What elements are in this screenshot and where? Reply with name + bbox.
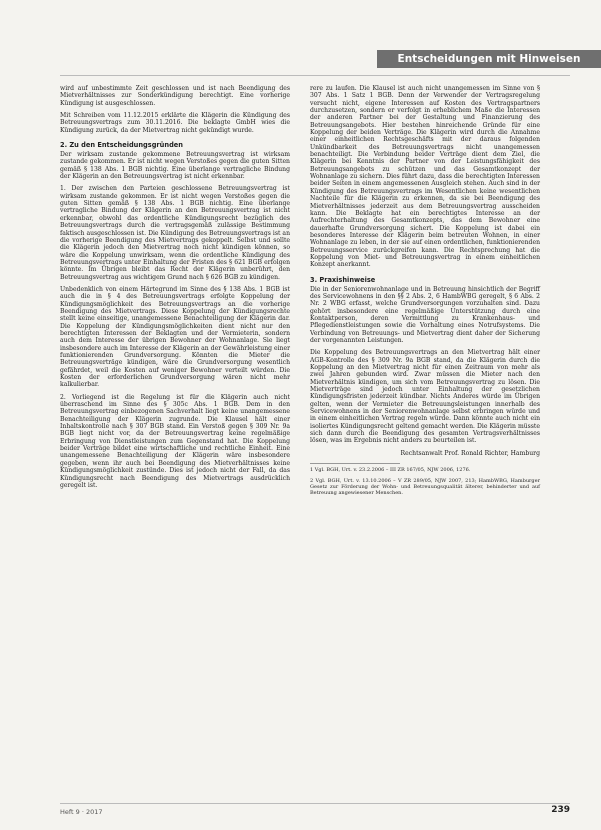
page-number: 239 <box>551 805 570 815</box>
paragraph: wird auf unbestimmte Zeit geschlossen und ist nach Beendigung des Mietverhältnisses zur Sonderkündigung berechtigt. Eine vorherige Kündigung ist ausgeschlossen. <box>60 85 290 107</box>
footnote-divider <box>310 463 400 464</box>
paragraph: Die Koppelung des Betreuungsvertrags an den Mietvertrag hält einer AGB-Kontrolle des § 309 Nr. 9a BGB stand, da die Klägerin durch die Koppelung an den Mietvertrag nicht für einen Zeitraum von mehr als zwei Jahren gebunden wird. Zwar müssen die Mieter nach den Mietverhältnis kündigen, um sich vom Betreuungsvertrag zu lösen. Die Mietverträge sind jedoch unter Einhaltung der gesetzlichen Kündigungsfristen jederzeit kündbar. Nichts Anderes würde im Übrigen gelten, wenn der Vermieter die Betreuungsleistungen innerhalb des Servicewohnens in der Seniorenwohnanlage selbst erbringen würde und in einem einheitlichen Vertrag regeln würde. Dann könnte auch nicht ein isoliertes Kündigungsrecht geltend gemacht werden. Die Klägerin müsste sich dann durch die Beendigung des gesamten Vertragsverhältnisses lösen, was im Ergebnis nicht anders zu beurteilen ist. <box>310 349 540 445</box>
paragraph: 2. Vorliegend ist die Regelung ist für die Klägerin auch nicht überraschend im Sinne des § 305c Abs. 1 BGB. Dem in den Betreuungsvertrag einbezogenen Sachverhalt liegt keine unangemessene Benachteiligung der Klägerin zugrunde. Die Klausel hält einer Inhaltskontrolle nach § 307 BGB stand. Ein Verstoß gegen § 309 Nr. 9a BGB liegt nicht vor, da der Betreuungsvertrag keine regelmäßige Erbringung von Dienstleistungen zum Gegenstand hat. Die Koppelung beider Verträge bildet eine wirtschaftliche und rechtliche Einheit. Eine unangemessene Benachteiligung der Klägerin wäre insbesondere gegeben, wenn ihr auch bei Beendigung des Mietverhältnisses keine Kündigungsmöglichkeit zustünde. Dies ist jedoch nicht der Fall, da das Kündigungsrecht nach Beendigung des Mietvertrags ausdrücklich geregelt ist. <box>60 393 290 489</box>
section-heading: 3. Praxishinweise <box>310 275 376 284</box>
paragraph: 1. Der zwischen den Parteien geschlossene Betreuungsvertrag ist wirksam zustande gekommen. Er ist nicht wegen Verstoßes gegen die guten Sitten gemäß § 138 Abs. 1 BGB nichtig. Eine überlange vertragliche Bindung der Klägerin an den Betreuungsvertrag ist nicht erkennbar, obwohl das ordentliche Kündigungsrecht bezüglich des Betreuungsvertrags durch die vertragsgemäß zulässige Bestimmung faktisch ausgeschlossen ist. Die Kündigung des Betreuungsvertrags ist an die vorherige Beendigung des Mietvertrags gekoppelt. Selbst und sollte die Klägerin jedoch den Mietvertrag noch nicht kündigen können, so wäre die Koppelung unwirksam, wenn die ordentliche Kündigung des Betreuungsvertrags unter Einhaltung der Fristen des § 621 BGB erfolgen könnte. Im Übrigen bleibt das Recht der Klägerin unberührt, den Betreuungsvertrag aus wichtigem Grund nach § 626 BGB zu kündigen. <box>60 185 290 281</box>
paragraph: Mit Schreiben vom 11.12.2015 erklärte die Klägerin die Kündigung des Betreuungsvertrags zum 30.11.2016. Die beklagte GmbH wies die Kündigung zurück, da der Mietvertrag nicht gekündigt wurde. <box>60 112 290 134</box>
header-divider <box>60 75 570 76</box>
paragraph: Unbedenklich von einem Härtegrund im Sinne des § 138 Abs. 1 BGB ist auch die in § 4 des Betreuungsvertrags erfolgte Koppelung der Kündigungsmöglichkeit des Betreuungsvertrags an die vorherige Beendigung des Mietvertrags. Diese Koppelung der Kündigungsrechte stellt keine einseitige, unangemessene Benachteiligung der Klägerin dar. Die Koppelung der Kündigungsmöglichkeiten dient nicht nur den berechtigten Interessen der Beklagten und der Vermieterin, sondern auch dem Interesse der übrigen Bewohner der Wohnanlage. Sie liegt insbesondere auch im Interesse der Klägerin an der Gewährleistung einer funktionierenden Grundversorgung. Könnten die Mieter die Betreuungsverträge kündigen, wäre die Grundversorgung wesentlich gefährdet, weil die Kosten auf weniger Bewohner verteilt würden. Die Kosten der erforderlichen Grundversorgung wären nicht mehr kalkulierbar. <box>60 285 290 389</box>
footnote: 1 Vgl. BGH, Urt. v. 23.2.2006 – III ZR 167/05, NJW 2006, 1276. <box>310 467 471 474</box>
footnote: 2 Vgl. BGH, Urt. v. 13.10.2006 – V ZR 289/05, NJW 2007, 213; HambWBG, Hamburger Gesetz zur Förderung der Wohn- und Betreuungsqualität älterer, behinderter und auf Betreuung angewiesener Menschen. <box>310 478 540 497</box>
footer-divider <box>60 803 570 804</box>
section-header: Entscheidungen mit Hinweisen <box>377 50 601 68</box>
left-column <box>60 85 290 494</box>
paragraph: rere zu laufen. Die Klausel ist auch nicht unangemessen im Sinne von § 307 Abs. 1 Satz 1 BGB. Denn der Verwender der Vertragsregelung versucht nicht, eigene Interessen auf Kosten des Vertragspartners durchzusetzen, sondern er verfolgt in erheblichem Maße die Interessen der anderen Partner bei der Gestaltung und Finanzierung des Betreuungsangebots. Hier bestehen hinreichende Gründe für eine Koppelung der beiden Verträge. Die Klägerin wird durch die Annahme einer einheitlichen Rechtsgeschäfts mit der daraus folgenden Unkündbarkeit des Betreuungsvertrags nicht unangemessen benachteiligt. Die Verbindung beider Verträge dient dem Ziel, die Klägerin bei Kenntnis der Partner von der Leistungsfähigkeit des Betreuungsangebots zu schützen und das Gesamtkonzept der Wohnanlage zu sichern. Dies führt dazu, dass die berechtigten Interessen beider Seiten in einem angemessenen Ausgleich stehen. Auch sind in der Kündigung des Betreuungsvertrags im Wesentlichen keine wesentlichen Nachteile für die Klägerin zu erkennen, da sie bei Beendigung des Mietverhältnisses jederzeit aus dem Betreuungsvertrag ausscheiden kann. Die Beklagte hat ein berechtigtes Interesse an der Aufrechterhaltung des Gesamtkonzepts, das dem Bewohner eine dauerhafte Grundversorgung sichert. Die Koppelung ist dabei ein besonderes Interesse der Klägerin beim betreuten Wohnen, in einer Wohnanlage zu leben, in der sie auf einen ordentlichen, funktionierenden Betreuungsservice zurückgreifen kann. Die Rechtsprechung hat die Koppelung von Miet- und Betreuungsvertrag in einem einheitlichen Konzept anerkannt. <box>310 85 540 269</box>
right-column <box>310 85 540 501</box>
author-signature: Rechtsanwalt Prof. Ronald Richter, Hamburg <box>400 449 540 457</box>
paragraph: Die in der Seniorenwohnanlage und in Betreuung hinsichtlich der Begriff des Servicewohnens in den §§ 2 Abs. 2, 6 HambWBG geregelt, § 6 Abs. 2 Nr. 2 WBG erfasst, welche Grundversorgungen vorzuhalten sind. Dazu gehört insbesondere eine regelmäßige Unterstützung durch eine Kontaktperson, deren Vermittlung zu Krankenhaus- und Pflegedienstleistungen sowie die Vorhaltung eines Notrufsystems. Die Verbindung von Betreuungs- und Mietvertrag dient daher der Sicherung der vorgenannten Leistungen. <box>310 285 540 344</box>
paragraph: Der wirksam zustande gekommene Betreuungsvertrag ist wirksam zustande gekommen. Er ist nicht wegen Verstoßes gegen die guten Sitten gemäß § 138 Abs. 1 BGB nichtig. Eine überlange vertragliche Bindung der Klägerin an den Betreuungsvertrag ist nicht erkennbar. <box>60 151 290 181</box>
section-heading: 2. Zu den Entscheidungsgründen <box>60 141 183 150</box>
issue-label: Heft 9 · 2017 <box>60 808 103 816</box>
